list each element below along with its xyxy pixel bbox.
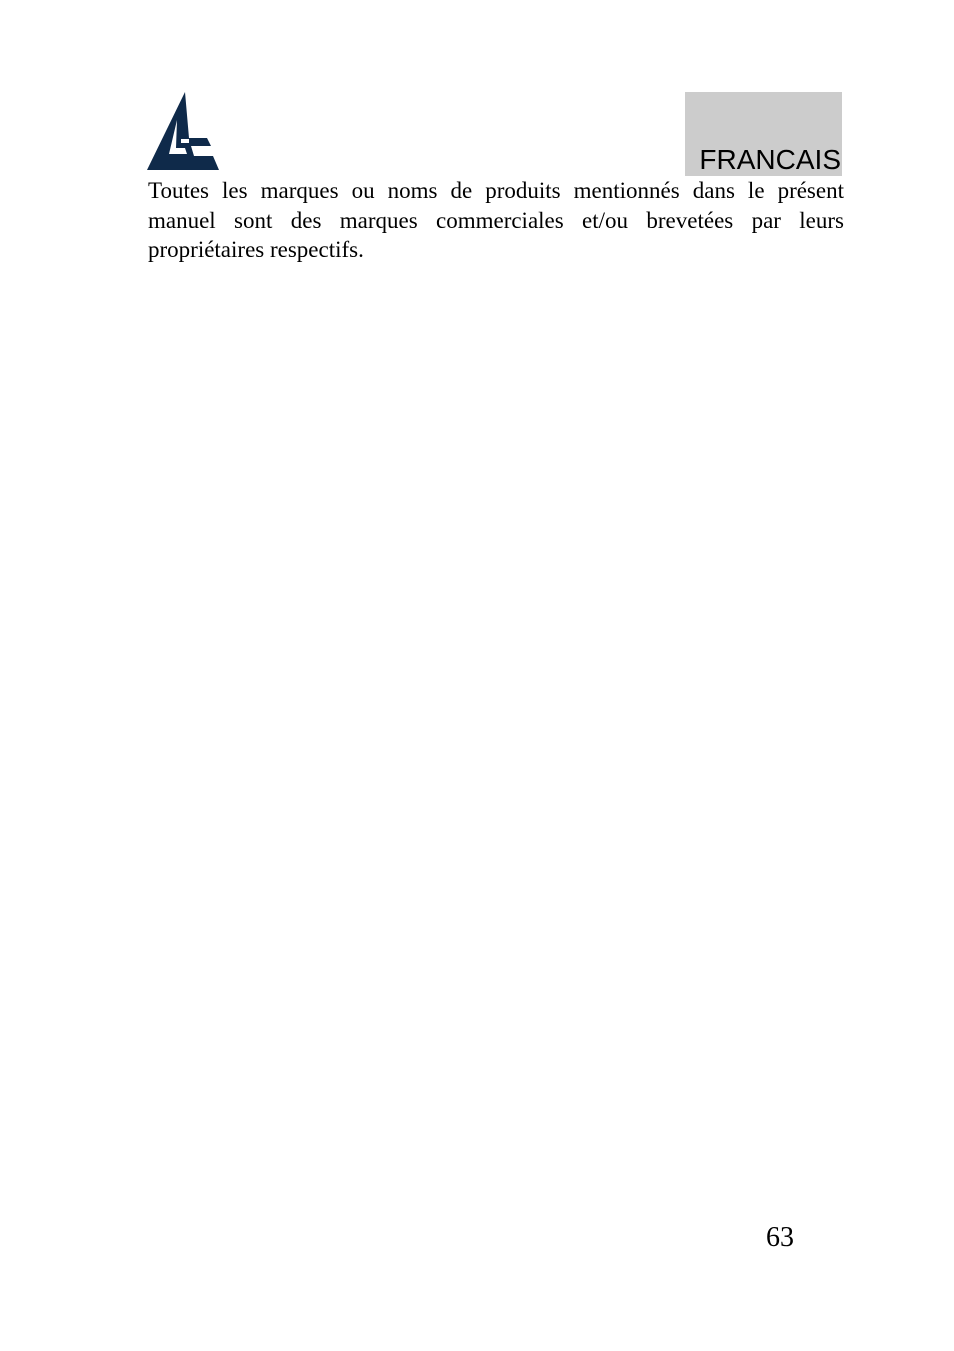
language-tab	[685, 92, 842, 176]
atlantis-logo-icon	[147, 92, 219, 170]
trademark-paragraph: Toutes les marques ou noms de produits mentionnés dans le présent manuel sont des marques commerciales et/ou brevetées par leurs propriétaires respectifs.	[148, 178, 844, 262]
language-label: FRANCAIS	[699, 144, 841, 175]
page-number: 63	[766, 1222, 794, 1253]
